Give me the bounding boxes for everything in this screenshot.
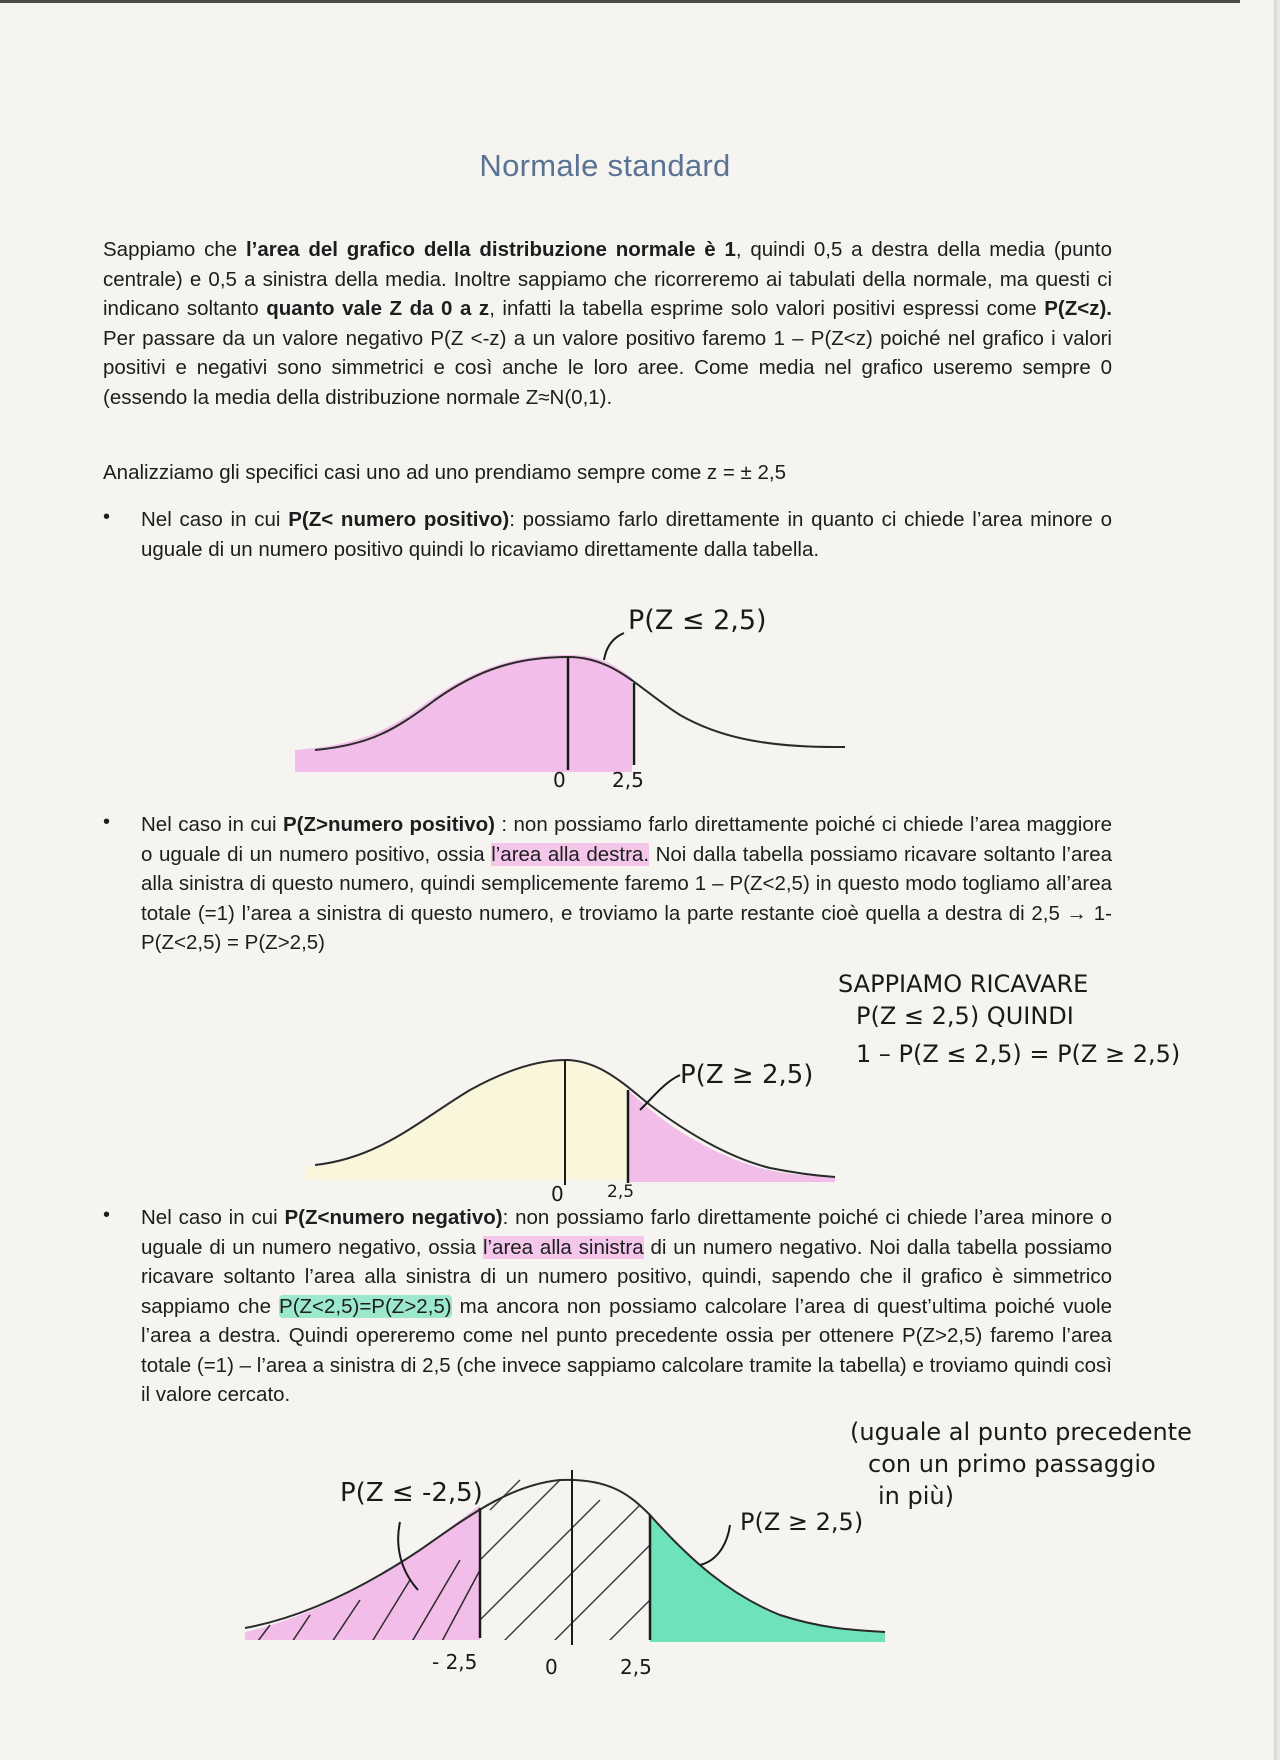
bullet: • bbox=[103, 506, 111, 528]
graph1-label: P(Z ≤ 2,5) bbox=[628, 605, 767, 636]
graph3-tick-zero: 0 bbox=[545, 1655, 558, 1679]
highlight-pink: l’area alla destra. bbox=[491, 842, 650, 866]
bold-run: P(Z>numero positivo) bbox=[282, 813, 495, 836]
text-run: di un numero negativo. Noi dalla tabella possiamo ricavare soltanto l’area alla sinistra di un numero positivo, quindi, sapendo che il grafico è simmetrico sappiamo che bbox=[141, 1235, 1113, 1318]
graph3-label-left: P(Z ≤ -2,5) bbox=[340, 1478, 483, 1508]
bullet: • bbox=[103, 1204, 111, 1226]
note2-line3: in più) bbox=[878, 1482, 954, 1510]
bold-run: P(Z< numero positivo) bbox=[288, 508, 510, 531]
note1-line1: SAPPIAMO RICAVARE bbox=[838, 970, 1089, 998]
analysis-line: Analizziamo gli specifici casi uno ad uno prendiamo sempre come z = ± 2,5 bbox=[103, 461, 786, 484]
note1-line3: 1 – P(Z ≤ 2,5) = P(Z ≥ 2,5) bbox=[856, 1040, 1181, 1068]
text-run: : non possiamo farlo direttamente poiché ci chiede l’area maggiore o uguale di un numero positivo, ossia bbox=[141, 813, 1112, 866]
text-run: ma ancora non possiamo calcolare l’area di quest’ultima poiché vuole l’area a destra. Quindi opereremo come nel punto precedente ossia per ottenere P(Z>2,5) faremo l’area totale (=1) – l’area a sinistra di 2,5 (che invece sappiamo calcolare tramite la tabella) e troviamo quindi così il valore cercato. bbox=[141, 1294, 1112, 1406]
label-pointer bbox=[640, 1075, 680, 1110]
graph1-tick-2-5: 2,5 bbox=[612, 768, 644, 792]
shaded-area-right-of-2-5 bbox=[628, 1090, 835, 1182]
text-run: : possiamo farlo direttamente in quanto ci chiede l’area minore o uguale di un numero positivo quindi lo ricaviamo direttamente dalla tabella. bbox=[141, 508, 1112, 561]
note1-line2: P(Z ≤ 2,5) QUINDI bbox=[856, 1002, 1074, 1030]
graph3-tick-2-5: 2,5 bbox=[620, 1655, 652, 1679]
text-run: , quindi 0,5 a destra della media (punto centrale) e 0,5 a sinistra della media. Inoltre sappiamo che ricorreremo ai tabulati della normale, ma questi ci indicano soltanto bbox=[103, 238, 1112, 320]
note2-line2: con un primo passaggio bbox=[868, 1450, 1156, 1478]
graph2-tick-zero: 0 bbox=[551, 1182, 564, 1206]
text-run: Per passare da un valore negativo P(Z <-z) a un valore positivo faremo 1 – P(Z<z) poiché nel grafico i valori positivi e negativi sono simmetrici e così anche le loro aree. Come media nel grafico useremo sempre 0 (essendo la media della distribuzione normale Z≈N(0,1). bbox=[103, 326, 1112, 409]
graph3-tick-minus-2-5: - 2,5 bbox=[432, 1650, 478, 1674]
text-run: Nel caso in cui bbox=[141, 508, 289, 531]
highlight-green: P(Z<2,5)=P(Z>2,5) bbox=[279, 1294, 452, 1318]
bold-run: l’area del grafico della distribuzione normale è 1 bbox=[245, 238, 736, 261]
text-run: Nel caso in cui bbox=[141, 1206, 285, 1229]
graph2-label: P(Z ≥ 2,5) bbox=[680, 1060, 814, 1090]
label-pointer bbox=[604, 633, 624, 660]
text-run: Nel caso in cui bbox=[141, 813, 283, 836]
label-pointer-right bbox=[700, 1525, 730, 1565]
graph-1 bbox=[295, 633, 845, 772]
shaded-area-left-of-2-5 bbox=[295, 655, 632, 772]
unshaded-area bbox=[305, 1060, 628, 1180]
text-run: : non possiamo farlo direttamente poiché ci chiede l’area minore o uguale di un numero negativo, ossia bbox=[141, 1206, 1113, 1259]
text-run: Noi dalla tabella possiamo ricavare soltanto l’area alla sinistra di questo numero, quindi semplicemente faremo 1 – P(Z<2,5) in questo modo togliamo all’area totale (=1) l’area a sinistra di questo numero, e troviamo la parte restante cioè quella a destra di 2,5 → 1-P(Z<2,5) = P(Z>2,5) bbox=[141, 842, 1112, 954]
bold-run: P(Z<numero negativo) bbox=[284, 1206, 503, 1229]
hatching-middle bbox=[480, 1480, 660, 1645]
bullet: • bbox=[103, 811, 111, 833]
graph2-tick-2-5: 2,5 bbox=[607, 1182, 635, 1202]
graph3-label-right: P(Z ≥ 2,5) bbox=[740, 1508, 864, 1536]
bold-run: P(Z<z). bbox=[1044, 297, 1113, 320]
page-title: Normale standard bbox=[479, 148, 731, 183]
text-run: Sappiamo che bbox=[103, 238, 246, 261]
highlight-pink: l’area alla sinistra bbox=[482, 1235, 644, 1259]
bold-run: quanto vale Z da 0 a z bbox=[266, 297, 490, 320]
graph1-tick-zero: 0 bbox=[553, 768, 566, 792]
note2-line1: (uguale al punto precedente bbox=[850, 1418, 1192, 1446]
text-run: , infatti la tabella esprime solo valori positivi espressi come bbox=[489, 297, 1045, 320]
